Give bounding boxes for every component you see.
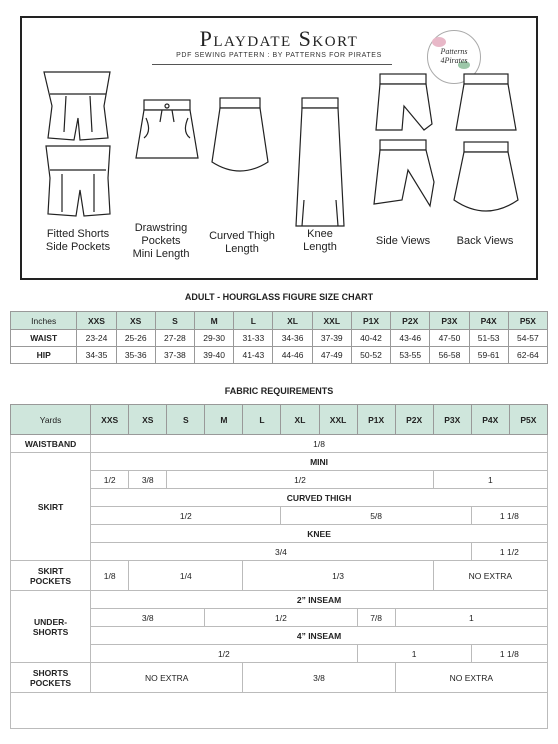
caption-line: Mini Length [132,248,190,260]
caption-line: Fitted Shorts [46,228,110,240]
back-views-drawing [450,70,522,230]
knee-skirt-drawing [290,96,350,236]
table-cell: 3/8 [243,663,395,693]
table-cell: 34-36 [273,330,312,347]
table-cell: 1 [357,645,471,663]
size-header: XS [116,312,155,330]
style-caption-fitted-shorts [30,228,126,254]
table-cell: 1 [395,609,547,627]
table-cell: 50-52 [351,347,390,364]
undershorts-2in-row [11,609,548,627]
section-title: 2” INSEAM [91,591,548,609]
skirt-mini-row [11,471,548,489]
section-title: 4” INSEAM [91,627,548,645]
caption-line: Pockets [141,235,181,247]
size-header: XXL [312,312,351,330]
section-title: MINI [91,453,548,471]
curved-thigh-skirt-drawing [208,96,272,184]
table-cell: 31-33 [234,330,273,347]
size-header: XXS [91,405,129,435]
table-cell: NO EXTRA [91,663,243,693]
table-cell: 1 1/2 [471,543,547,561]
size-header: L [234,312,273,330]
size-header: P3X [430,312,469,330]
undershorts-4in-title-row [11,627,548,645]
table-cell: 37-38 [155,347,194,364]
fitted-shorts-drawing [40,66,116,226]
table-cell: 5/8 [281,507,471,525]
style-overview-panel [20,16,538,280]
size-header: P4X [469,312,508,330]
table-cell: NO EXTRA [395,663,547,693]
row-label-line: SHORTS [32,667,69,678]
size-chart-title: ADULT - HOURGLASS FIGURE SIZE CHART [184,292,374,302]
table-cell: 3/8 [91,609,205,627]
row-label-line: POCKETS [30,677,72,688]
fabric-requirements-table [10,404,548,729]
table-cell: 1 1/8 [471,645,547,663]
side-views-drawing [372,70,442,230]
mini-skirt-drawing [132,98,202,168]
fabric-header-row [11,405,548,435]
size-header: P1X [351,312,390,330]
table-cell: 59-61 [469,347,508,364]
skirt-pockets-row [11,561,548,591]
table-cell: 35-36 [116,347,155,364]
pattern-subtitle: PDF SEWING PATTERN : BY PATTERNS FOR PIRATES [176,52,382,59]
skirt-mini-title-row [11,453,548,471]
table-cell: 1/2 [91,471,129,489]
skirt-knee-row [11,543,548,561]
table-cell: 62-64 [508,347,547,364]
skirt-curved-title-row [11,489,548,507]
size-header: XL [281,405,319,435]
table-cell: 1/2 [205,609,357,627]
caption-line: Curved Thigh [209,230,275,242]
size-header: P1X [357,405,395,435]
fabric-title: FABRIC REQUIREMENTS [224,386,334,396]
size-header: XS [129,405,167,435]
table-cell: 41-43 [234,347,273,364]
row-label: WAIST [11,330,77,347]
table-cell: 3/4 [91,543,472,561]
size-header-row [11,312,548,330]
pattern-title: Playdate Skort [199,26,359,51]
waist-row [11,330,548,347]
size-header: M [195,312,234,330]
table-cell: 47-50 [430,330,469,347]
row-label [11,591,91,663]
table-cell: 1/2 [167,471,433,489]
size-header: L [243,405,281,435]
table-cell: 54-57 [508,330,547,347]
table-cell: 27-28 [155,330,194,347]
unit-header: Yards [11,405,91,435]
caption-line: Back Views [456,235,514,247]
undershorts-4in-row [11,645,548,663]
row-label [11,561,91,591]
table-cell: 1/3 [243,561,433,591]
table-cell: 7/8 [357,609,395,627]
row-label: SKIRT [11,453,91,561]
caption-line: Length [225,243,259,255]
style-caption-drawstring [118,222,204,261]
style-caption-curved-thigh [198,230,286,256]
style-caption-side-views [362,235,444,248]
section-title: CURVED THIGH [91,489,548,507]
row-label-line: SKIRT [37,565,64,576]
size-header: S [155,312,194,330]
table-cell: 37-39 [312,330,351,347]
title-divider [152,64,392,65]
caption-line: Drawstring [134,222,188,234]
shorts-pockets-row [11,663,548,693]
table-cell: 1/8 [91,561,129,591]
section-title: KNEE [91,525,548,543]
size-header: XL [273,312,312,330]
table-cell: 1 1/8 [471,507,547,525]
size-header: P3X [433,405,471,435]
table-cell: 53-55 [391,347,430,364]
size-chart-table [10,311,548,364]
skirt-knee-title-row [11,525,548,543]
hip-row [11,347,548,364]
waistband-row [11,435,548,453]
table-cell: 29-30 [195,330,234,347]
table-cell: 1/2 [91,507,281,525]
caption-line: Side Pockets [45,241,111,253]
table-cell: 23-24 [77,330,116,347]
size-header: P5X [508,312,547,330]
table-cell: 39-40 [195,347,234,364]
table-cell: 43-46 [391,330,430,347]
table-cell: 47-49 [312,347,351,364]
row-label-line: SHORTS [32,626,69,637]
row-label [11,663,91,693]
unit-header: Inches [11,312,77,330]
table-cell: 3/8 [129,471,167,489]
row-label: HIP [11,347,77,364]
flower-icon [432,37,446,47]
table-cell: 1/4 [129,561,243,591]
size-header: XXS [77,312,116,330]
table-cell: 1/8 [91,435,548,453]
size-header: M [205,405,243,435]
empty-cell [11,693,548,729]
logo-text: Patterns 4Pirates [440,47,468,65]
table-cell: 1/2 [91,645,357,663]
style-caption-knee [290,228,350,254]
skirt-curved-row [11,507,548,525]
table-cell: 34-35 [77,347,116,364]
row-label-line: UNDER- [34,616,68,627]
table-cell: 1 [433,471,547,489]
empty-row [11,693,548,729]
table-cell: 56-58 [430,347,469,364]
row-label: WAISTBAND [11,435,91,453]
table-cell: 51-53 [469,330,508,347]
size-header: P4X [471,405,509,435]
size-header: P5X [509,405,547,435]
caption-line: Side Views [375,235,431,247]
undershorts-2in-title-row [11,591,548,609]
row-label-line: POCKETS [30,575,72,586]
table-cell: 25-26 [116,330,155,347]
style-caption-back-views [444,235,526,248]
table-cell: 44-46 [273,347,312,364]
size-header: P2X [391,312,430,330]
caption-line: Knee [307,228,333,240]
size-header: S [167,405,205,435]
size-header: P2X [395,405,433,435]
size-header: XXL [319,405,357,435]
table-cell: NO EXTRA [433,561,547,591]
caption-line: Length [303,241,337,253]
table-cell: 40-42 [351,330,390,347]
